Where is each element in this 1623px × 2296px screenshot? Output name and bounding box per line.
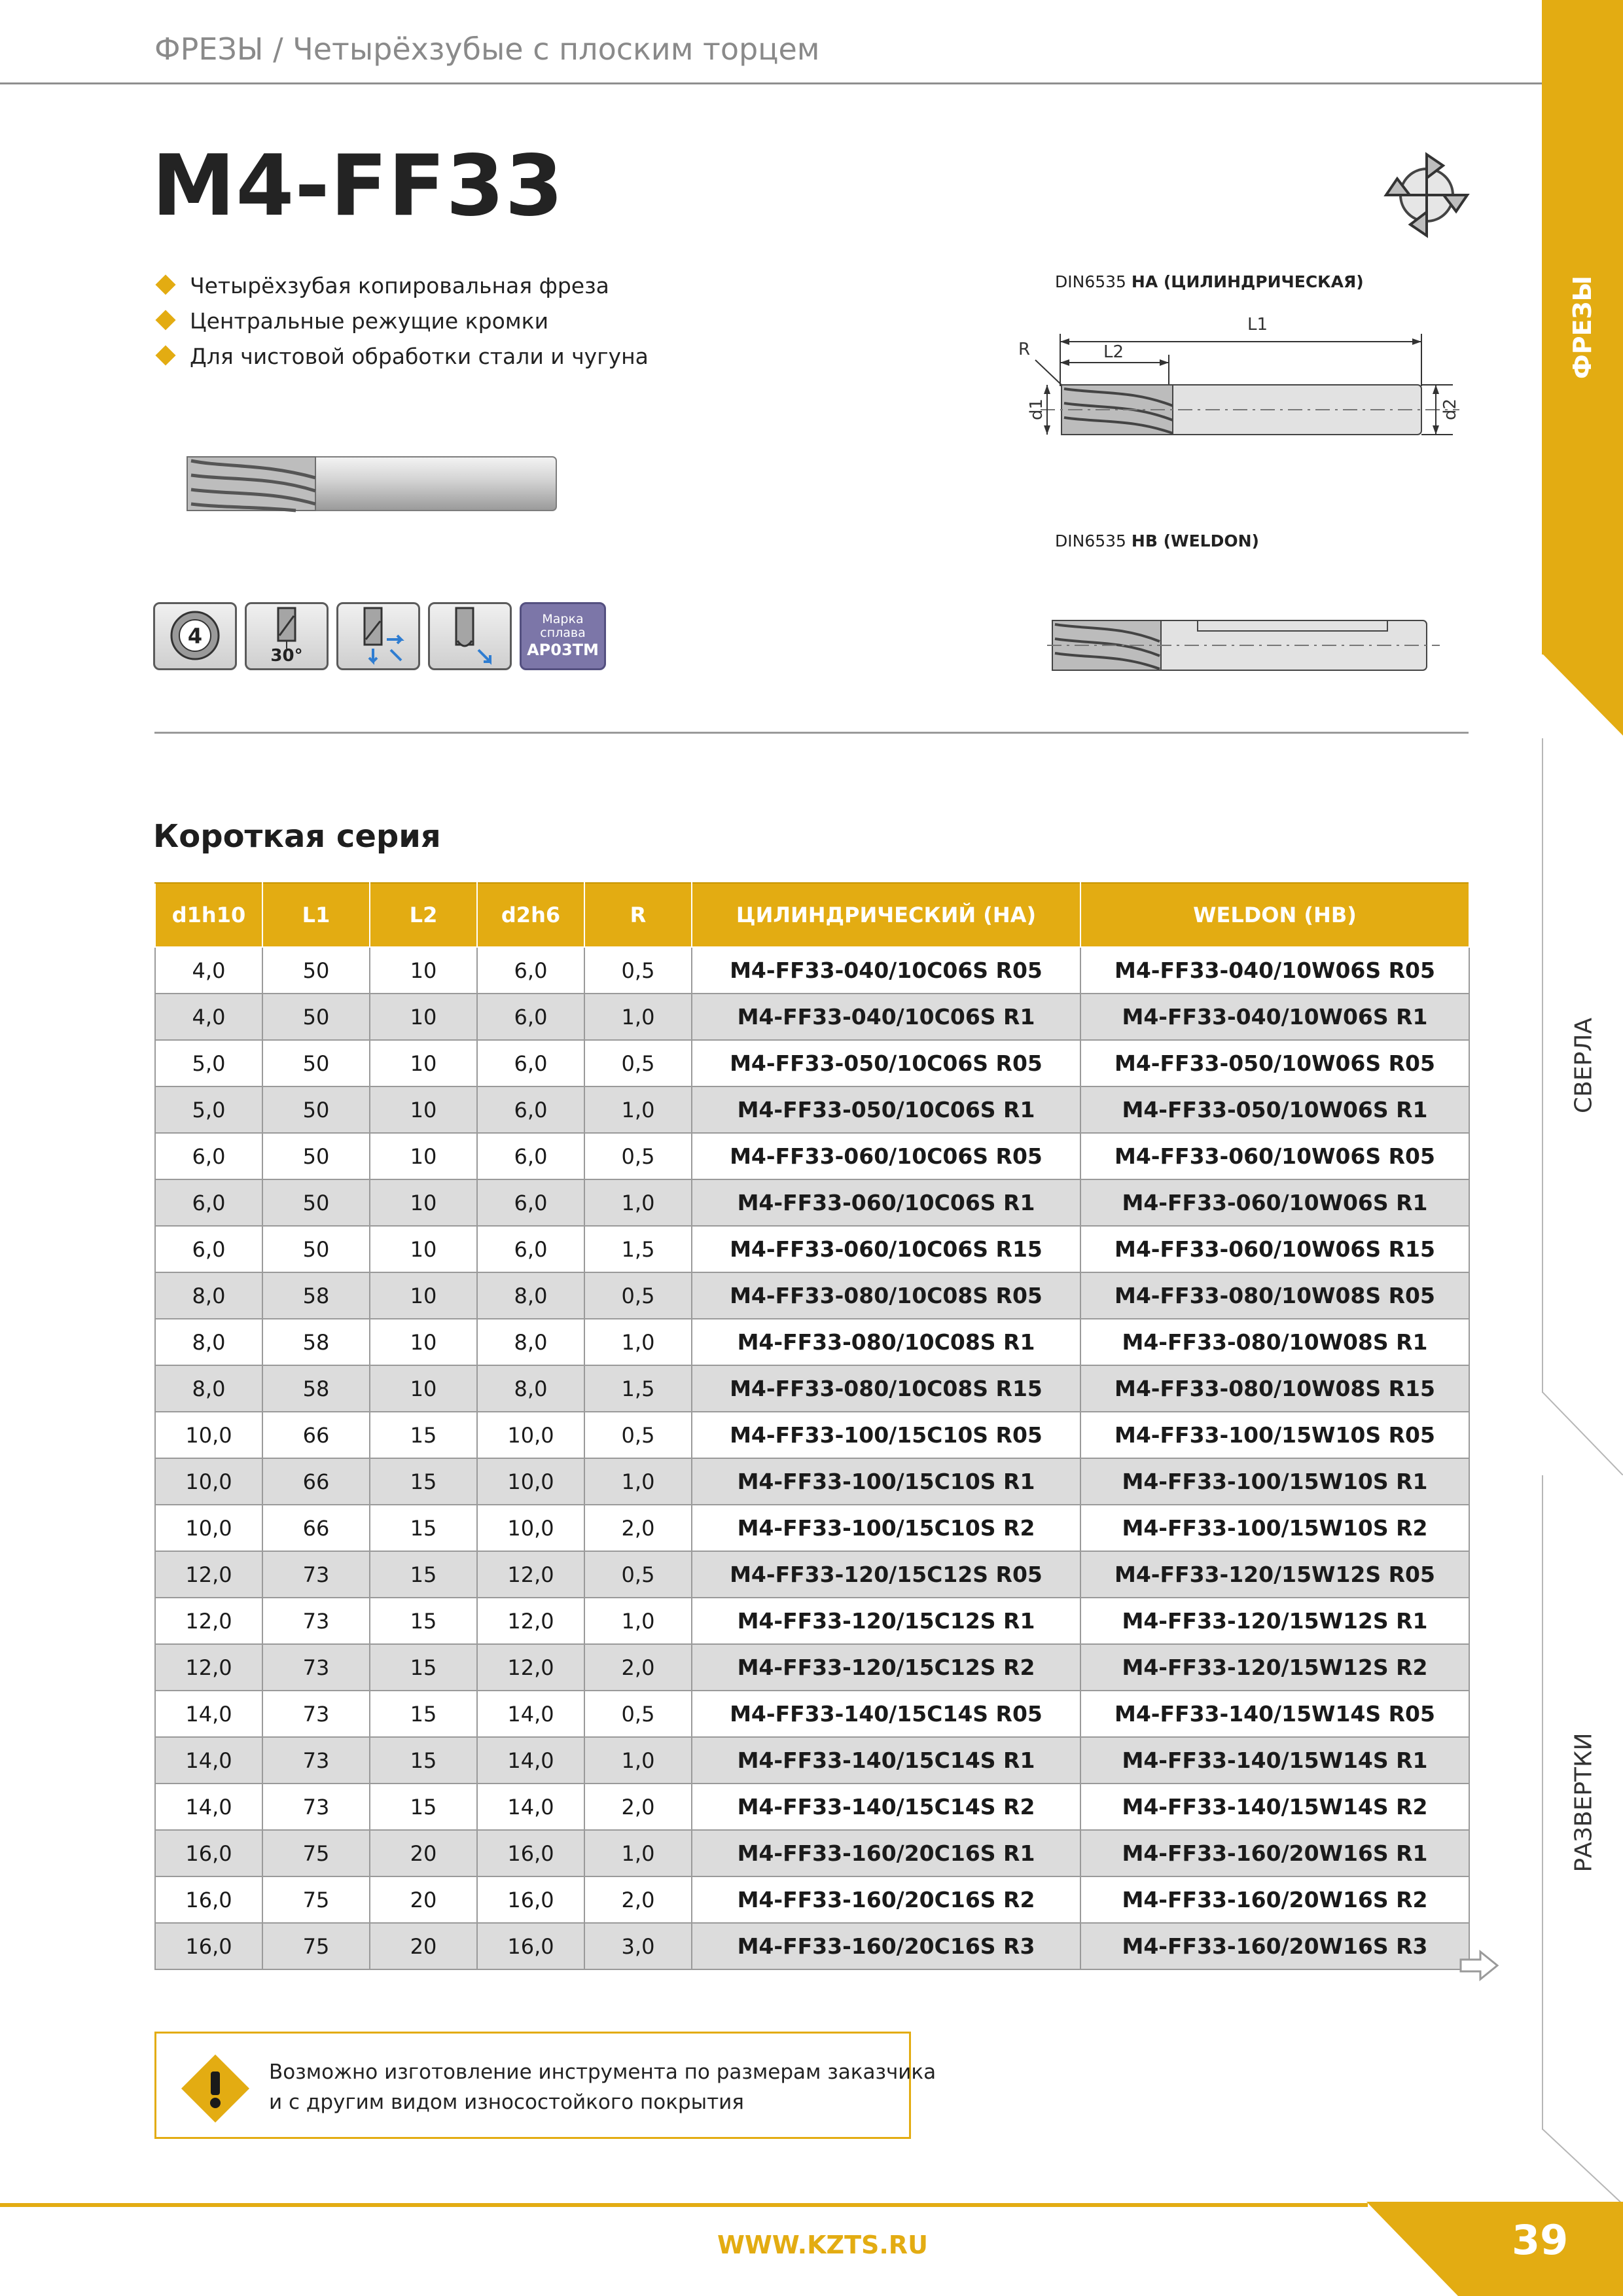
table-cell: 50 — [262, 1226, 370, 1272]
table-cell: 50 — [262, 994, 370, 1040]
table-cell: 12,0 — [155, 1598, 262, 1644]
table-cell: 16,0 — [155, 1876, 262, 1923]
table-cell: 14,0 — [477, 1784, 584, 1830]
table-cell: 10 — [370, 1086, 477, 1133]
table-cell: 8,0 — [155, 1272, 262, 1319]
product-code-cell: M4-FF33-050/10W06S R05 — [1080, 1040, 1469, 1086]
product-code-cell: M4-FF33-060/10W06S R1 — [1080, 1179, 1469, 1226]
product-code-cell: M4-FF33-080/10C08S R1 — [692, 1319, 1080, 1365]
table-cell: 16,0 — [477, 1830, 584, 1876]
side-tab-reamers-label: РАЗВЕРТКИ — [1570, 1732, 1597, 1873]
table-cell: 8,0 — [477, 1319, 584, 1365]
table-cell: 73 — [262, 1737, 370, 1784]
table-cell: 15 — [370, 1551, 477, 1598]
end-mill-cross-section-icon — [1381, 149, 1472, 241]
product-title: M4-FF33 — [152, 137, 564, 235]
table-cell: 73 — [262, 1691, 370, 1737]
table-cell: 20 — [370, 1923, 477, 1969]
table-cell: 10 — [370, 947, 477, 994]
dim-l1-label: L1 — [1247, 315, 1268, 334]
product-code-cell: M4-FF33-160/20W16S R3 — [1080, 1923, 1469, 1969]
product-code-cell: M4-FF33-140/15W14S R05 — [1080, 1691, 1469, 1737]
table-cell: 10 — [370, 1272, 477, 1319]
table-cell: 12,0 — [477, 1551, 584, 1598]
table-cell: 1,0 — [584, 1598, 692, 1644]
table-row — [155, 1737, 1469, 1784]
product-code-cell: M4-FF33-040/10C06S R1 — [692, 994, 1080, 1040]
table-cell: 10 — [370, 1319, 477, 1365]
product-code-cell: M4-FF33-060/10C06S R1 — [692, 1179, 1080, 1226]
table-cell: 16,0 — [155, 1830, 262, 1876]
table-cell: 0,5 — [584, 1412, 692, 1458]
table-cell: 14,0 — [477, 1691, 584, 1737]
product-code-cell: M4-FF33-120/15W12S R05 — [1080, 1551, 1469, 1598]
product-code-cell: M4-FF33-080/10C08S R05 — [692, 1272, 1080, 1319]
table-cell: 75 — [262, 1876, 370, 1923]
column-header: d2h6 — [477, 883, 584, 947]
table-cell: 6,0 — [477, 1179, 584, 1226]
side-tab-drills[interactable] — [1542, 738, 1623, 1393]
product-code-cell: M4-FF33-080/10C08S R15 — [692, 1365, 1080, 1412]
table-cell: 8,0 — [155, 1319, 262, 1365]
table-body — [155, 947, 1469, 1969]
feature-item: Четырёхзубая копировальная фреза — [154, 268, 649, 304]
table-cell: 20 — [370, 1830, 477, 1876]
table-row — [155, 1551, 1469, 1598]
table-cell: 50 — [262, 1179, 370, 1226]
product-code-cell: M4-FF33-050/10C06S R1 — [692, 1086, 1080, 1133]
table-cell: 6,0 — [477, 947, 584, 994]
table-row — [155, 1086, 1469, 1133]
table-row — [155, 1876, 1469, 1923]
table-cell: 12,0 — [477, 1598, 584, 1644]
table-cell: 1,0 — [584, 994, 692, 1040]
diamond-bullet-icon — [155, 274, 175, 295]
table-row — [155, 1365, 1469, 1412]
product-code-cell: M4-FF33-100/15C10S R1 — [692, 1458, 1080, 1505]
table-cell: 15 — [370, 1598, 477, 1644]
table-row — [155, 1319, 1469, 1365]
feature-item: Центральные режущие кромки — [154, 304, 649, 339]
product-code-cell: M4-FF33-080/10W08S R1 — [1080, 1319, 1469, 1365]
table-cell: 4,0 — [155, 994, 262, 1040]
product-code-cell: M4-FF33-060/10W06S R15 — [1080, 1226, 1469, 1272]
table-cell: 6,0 — [155, 1133, 262, 1179]
product-code-cell: M4-FF33-100/15W10S R2 — [1080, 1505, 1469, 1551]
table-row — [155, 1133, 1469, 1179]
table-cell: 14,0 — [155, 1784, 262, 1830]
table-cell: 5,0 — [155, 1086, 262, 1133]
alloy-label-line1: Марка — [542, 612, 584, 626]
table-header-row — [155, 883, 1469, 947]
product-code-cell: M4-FF33-100/15C10S R2 — [692, 1505, 1080, 1551]
table-cell: 3,0 — [584, 1923, 692, 1969]
side-tab-reamers-corner — [1542, 2128, 1623, 2206]
table-cell: 66 — [262, 1412, 370, 1458]
helix-angle-value: 30° — [270, 646, 303, 666]
table-cell: 73 — [262, 1598, 370, 1644]
section-title: Короткая серия — [153, 818, 441, 855]
table-row — [155, 994, 1469, 1040]
table-cell: 0,5 — [584, 1272, 692, 1319]
table-cell: 12,0 — [155, 1551, 262, 1598]
plunge-and-side-milling-icon — [336, 602, 420, 670]
feature-icon-row — [153, 602, 606, 670]
table-cell: 15 — [370, 1784, 477, 1830]
product-code-cell: M4-FF33-140/15C14S R05 — [692, 1691, 1080, 1737]
product-code-cell: M4-FF33-060/10C06S R15 — [692, 1226, 1080, 1272]
section-divider — [154, 732, 1469, 734]
table-cell: 10,0 — [155, 1412, 262, 1458]
table-row — [155, 1040, 1469, 1086]
dim-d2-label: d2 — [1440, 398, 1460, 420]
table-cell: 8,0 — [477, 1272, 584, 1319]
table-cell: 6,0 — [477, 1040, 584, 1086]
table-cell: 2,0 — [584, 1784, 692, 1830]
table-cell: 2,0 — [584, 1876, 692, 1923]
side-tab-corner — [1542, 653, 1623, 736]
table-cell: 50 — [262, 1133, 370, 1179]
table-row — [155, 1923, 1469, 1969]
product-code-cell: M4-FF33-120/15C12S R2 — [692, 1644, 1080, 1691]
table-cell: 1,0 — [584, 1319, 692, 1365]
table-row — [155, 1784, 1469, 1830]
table-cell: 10 — [370, 1133, 477, 1179]
product-table — [154, 882, 1470, 1970]
table-cell: 10,0 — [477, 1458, 584, 1505]
table-cell: 0,5 — [584, 1691, 692, 1737]
column-header: R — [584, 883, 692, 947]
table-cell: 6,0 — [155, 1179, 262, 1226]
product-code-cell: M4-FF33-140/15C14S R2 — [692, 1784, 1080, 1830]
four-flutes-icon — [153, 602, 237, 670]
warning-icon — [179, 2052, 252, 2125]
next-page-arrow-icon[interactable] — [1458, 1949, 1500, 1982]
table-cell: 75 — [262, 1923, 370, 1969]
table-cell: 2,0 — [584, 1505, 692, 1551]
product-code-cell: M4-FF33-050/10C06S R05 — [692, 1040, 1080, 1086]
product-code-cell: M4-FF33-120/15W12S R2 — [1080, 1644, 1469, 1691]
table-cell: 20 — [370, 1876, 477, 1923]
website-link[interactable]: WWW.KZTS.RU — [717, 2231, 928, 2259]
helix-angle-icon — [245, 602, 329, 670]
product-code-cell: M4-FF33-060/10C06S R05 — [692, 1133, 1080, 1179]
table-cell: 75 — [262, 1830, 370, 1876]
table-cell: 12,0 — [477, 1644, 584, 1691]
product-code-cell: M4-FF33-040/10W06S R05 — [1080, 947, 1469, 994]
table-cell: 10 — [370, 1179, 477, 1226]
side-tab-drills-label: СВЕРЛА — [1570, 1018, 1597, 1113]
table-cell: 8,0 — [477, 1365, 584, 1412]
table-row — [155, 1644, 1469, 1691]
table-row — [155, 1598, 1469, 1644]
table-cell: 1,0 — [584, 1086, 692, 1133]
table-cell: 16,0 — [155, 1923, 262, 1969]
table-cell: 50 — [262, 947, 370, 994]
table-cell: 10 — [370, 1040, 477, 1086]
product-code-cell: M4-FF33-120/15C12S R1 — [692, 1598, 1080, 1644]
custom-order-note — [154, 2032, 936, 2139]
product-code-cell: M4-FF33-140/15W14S R1 — [1080, 1737, 1469, 1784]
table-cell: 73 — [262, 1784, 370, 1830]
column-header: ЦИЛИНДРИЧЕСКИЙ (HA) — [692, 883, 1080, 947]
table-cell: 50 — [262, 1086, 370, 1133]
table-cell: 6,0 — [155, 1226, 262, 1272]
product-code-cell: M4-FF33-160/20W16S R1 — [1080, 1830, 1469, 1876]
alloy-label-line2: сплава — [540, 626, 586, 640]
breadcrumb: ФРЕЗЫ / Четырёхзубые с плоским торцем — [154, 31, 820, 67]
product-code-cell: M4-FF33-040/10C06S R05 — [692, 947, 1080, 994]
table-row — [155, 1272, 1469, 1319]
table-cell: 1,5 — [584, 1365, 692, 1412]
table-cell: 15 — [370, 1691, 477, 1737]
table-cell: 50 — [262, 1040, 370, 1086]
table-cell: 1,0 — [584, 1830, 692, 1876]
table-cell: 14,0 — [477, 1737, 584, 1784]
table-cell: 6,0 — [477, 994, 584, 1040]
table-cell: 73 — [262, 1551, 370, 1598]
table-cell: 15 — [370, 1458, 477, 1505]
table-cell: 58 — [262, 1365, 370, 1412]
product-code-cell: M4-FF33-120/15W12S R1 — [1080, 1598, 1469, 1644]
table-cell: 10,0 — [477, 1505, 584, 1551]
table-cell: 0,5 — [584, 1551, 692, 1598]
table-cell: 73 — [262, 1644, 370, 1691]
table-cell: 2,0 — [584, 1644, 692, 1691]
din-ha-technical-drawing — [1001, 308, 1472, 465]
footer-divider — [0, 2203, 1368, 2207]
column-header: d1h10 — [155, 883, 262, 947]
product-code-cell: M4-FF33-080/10W08S R15 — [1080, 1365, 1469, 1412]
table-cell: 1,5 — [584, 1226, 692, 1272]
din-hb-technical-drawing — [1047, 609, 1440, 681]
dim-d1-label: d1 — [1027, 398, 1046, 420]
product-code-cell: M4-FF33-160/20C16S R1 — [692, 1830, 1080, 1876]
table-cell: 5,0 — [155, 1040, 262, 1086]
note-text: Возможно изготовление инструмента по размерам заказчика и с другим видом износостойкого покрытия — [269, 2060, 936, 2114]
table-cell: 10,0 — [155, 1505, 262, 1551]
product-code-cell: M4-FF33-080/10W08S R05 — [1080, 1272, 1469, 1319]
table-row — [155, 1505, 1469, 1551]
table-cell: 1,0 — [584, 1458, 692, 1505]
table-cell: 10,0 — [155, 1458, 262, 1505]
table-row — [155, 1226, 1469, 1272]
din-ha-label: DIN6535 HA (ЦИЛИНДРИЧЕСКАЯ) — [1055, 272, 1364, 291]
column-header: L1 — [262, 883, 370, 947]
dim-r-label: R — [1018, 340, 1031, 359]
din-hb-label: DIN6535 HB (WELDON) — [1055, 531, 1259, 550]
product-code-cell: M4-FF33-100/15C10S R05 — [692, 1412, 1080, 1458]
table-row — [155, 947, 1469, 994]
table-cell: 58 — [262, 1272, 370, 1319]
page-number: 39 — [1512, 2216, 1569, 2264]
product-code-cell: M4-FF33-100/15W10S R05 — [1080, 1412, 1469, 1458]
table-cell: 14,0 — [155, 1737, 262, 1784]
feature-item: Для чистовой обработки стали и чугуна — [154, 339, 649, 374]
feature-list — [154, 268, 649, 374]
header-divider — [0, 82, 1542, 84]
product-code-cell: M4-FF33-140/15W14S R2 — [1080, 1784, 1469, 1830]
table-cell: 4,0 — [155, 947, 262, 994]
table-cell: 15 — [370, 1505, 477, 1551]
diamond-bullet-icon — [155, 345, 175, 365]
table-cell: 6,0 — [477, 1133, 584, 1179]
column-header: WELDON (HB) — [1080, 883, 1469, 947]
alloy-grade-badge — [520, 602, 606, 670]
table-cell: 16,0 — [477, 1923, 584, 1969]
product-code-cell: M4-FF33-040/10W06S R1 — [1080, 994, 1469, 1040]
table-cell: 15 — [370, 1644, 477, 1691]
table-cell: 10 — [370, 1226, 477, 1272]
table-cell: 58 — [262, 1319, 370, 1365]
ramping-milling-icon — [428, 602, 512, 670]
table-cell: 10,0 — [477, 1412, 584, 1458]
table-cell: 0,5 — [584, 1133, 692, 1179]
dim-l2-label: L2 — [1103, 342, 1124, 362]
table-row — [155, 1458, 1469, 1505]
table-cell: 66 — [262, 1505, 370, 1551]
table-row — [155, 1691, 1469, 1737]
table-cell: 16,0 — [477, 1876, 584, 1923]
table-cell: 1,0 — [584, 1737, 692, 1784]
table-row — [155, 1830, 1469, 1876]
table-cell: 14,0 — [155, 1691, 262, 1737]
side-tab-drills-corner — [1542, 1391, 1623, 1477]
product-code-cell: M4-FF33-140/15C14S R1 — [692, 1737, 1080, 1784]
product-code-cell: M4-FF33-100/15W10S R1 — [1080, 1458, 1469, 1505]
table-cell: 12,0 — [155, 1644, 262, 1691]
table-cell: 10 — [370, 994, 477, 1040]
table-cell: 8,0 — [155, 1365, 262, 1412]
product-code-cell: M4-FF33-160/20C16S R2 — [692, 1876, 1080, 1923]
diamond-bullet-icon — [155, 310, 175, 330]
column-header: L2 — [370, 883, 477, 947]
table-cell: 0,5 — [584, 947, 692, 994]
product-code-cell: M4-FF33-050/10W06S R1 — [1080, 1086, 1469, 1133]
product-code-cell: M4-FF33-120/15C12S R05 — [692, 1551, 1080, 1598]
table-cell: 10 — [370, 1365, 477, 1412]
table-cell: 6,0 — [477, 1226, 584, 1272]
flute-count: 4 — [187, 624, 203, 649]
footer-page-tab — [1366, 2202, 1623, 2296]
product-code-cell: M4-FF33-060/10W06S R05 — [1080, 1133, 1469, 1179]
table-cell: 1,0 — [584, 1179, 692, 1226]
table-row — [155, 1179, 1469, 1226]
product-code-cell: M4-FF33-160/20W16S R2 — [1080, 1876, 1469, 1923]
side-tab-mills-label: ФРЕЗЫ — [1568, 276, 1597, 379]
table-row — [155, 1412, 1469, 1458]
table-cell: 66 — [262, 1458, 370, 1505]
alloy-code: AP03TM — [527, 641, 599, 659]
side-tab-reamers[interactable] — [1542, 1475, 1623, 2130]
end-mill-product-image — [185, 452, 564, 517]
product-code-cell: M4-FF33-160/20C16S R3 — [692, 1923, 1080, 1969]
table-cell: 15 — [370, 1412, 477, 1458]
side-tab-mills[interactable] — [1542, 0, 1623, 655]
table-cell: 0,5 — [584, 1040, 692, 1086]
table-cell: 15 — [370, 1737, 477, 1784]
table-cell: 6,0 — [477, 1086, 584, 1133]
